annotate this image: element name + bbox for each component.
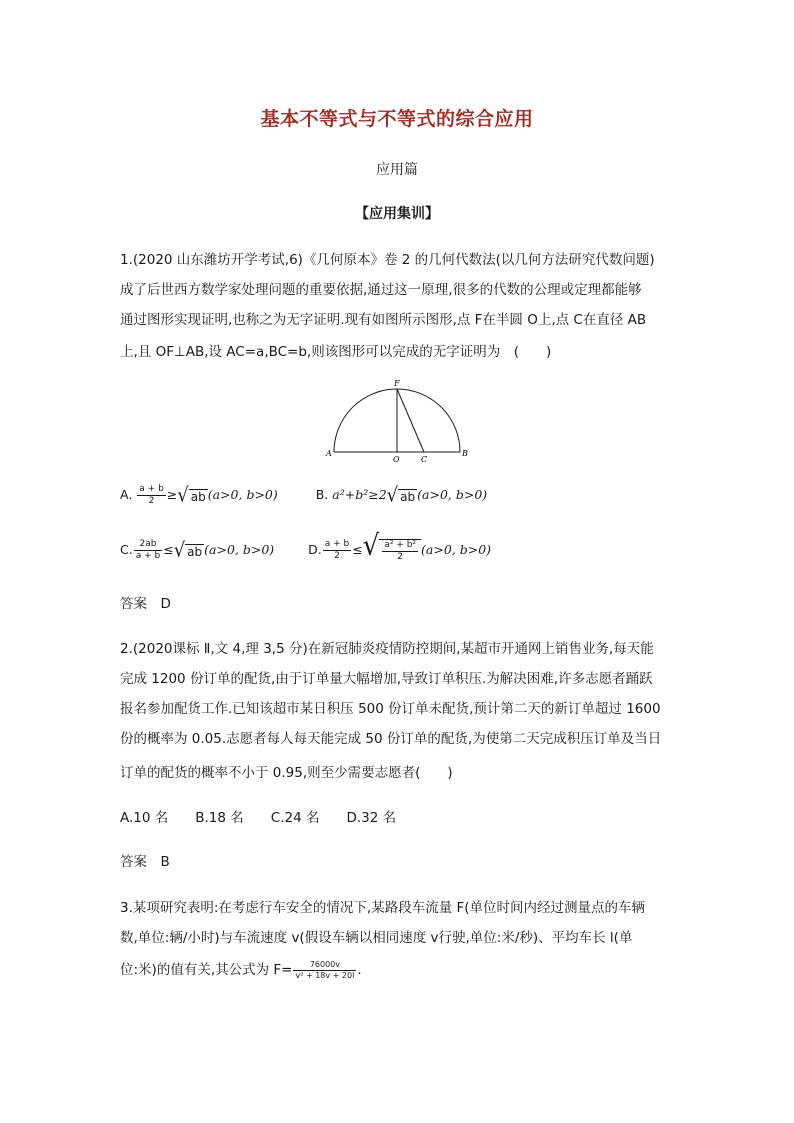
option-c-fraction: $\frac{2ab}{a + b}$ [135, 539, 161, 561]
q2-line-2: 完成 1200 份订单的配货,由于订单量大幅增加,导致订单积压.为解决困难,许多志愿者踊跃 [120, 671, 653, 687]
q2-answer: 答案 B [120, 854, 170, 870]
option-d-sqrt: √ $\frac{\text{a² + b²}}{2}$ [363, 538, 421, 563]
label-a: A [326, 449, 332, 458]
option-c-sqrt: √ ab [173, 538, 203, 562]
q2-line-1: 2.(2020课标 Ⅱ,文 4,理 3,5 分)在新冠肺炎疫情防控期间,某超市开通网上销售业务,每天能 [120, 641, 654, 657]
option-b-expr: a²+b²≥2 [332, 487, 387, 502]
label-f: F [394, 379, 400, 388]
option-c-relation: ≤ [163, 542, 174, 557]
q1-options-cd [120, 529, 492, 563]
option-d-label: D. [308, 542, 322, 557]
q3-formula-fraction: $\frac{76000v}{\text{v² + 18v + 20l}}$ [295, 959, 355, 980]
q3-line-1: 3.某项研究表明:在考虑行车安全的情况下,某路段车流量 F(单位时间内经过测量点的车辆 [120, 900, 646, 916]
q1-line-2: 成了后世西方数学家处理问题的重要依据,通过这一原理,很多的代数的公理或定理都能够 [120, 282, 642, 298]
page-title: 基本不等式与不等式的综合应用 [260, 108, 534, 130]
option-d-relation: ≤ [352, 542, 363, 557]
q2-line-3: 报名参加配货工作.已知该超市某日积压 500 份订单未配货,预计第二天的新订单超过 1600 [120, 701, 661, 717]
option-d-fraction: $\frac{a + b}{2}$ [324, 539, 350, 561]
q1-answer: 答案 D [120, 596, 171, 612]
q3-line-3 [120, 958, 362, 981]
option-d-condition: (a>0, b>0) [421, 542, 492, 557]
option-a-fraction: $\frac{a + b}{2}$ [139, 484, 164, 506]
label-b: B [462, 449, 468, 458]
q3-formula-end: . [357, 962, 362, 978]
q2-options: A.10 名 B.18 名 C.24 名 D.32 名 [120, 810, 397, 826]
q2-line-4: 份的概率为 0.05.志愿者每人每天能完成 50 份订单的配货,为使第二天完成积压订单及当日 [120, 731, 662, 747]
option-a-relation: ≥ [166, 487, 178, 502]
q3-line-2: 数,单位:辆/小时)与车流速度 v(假设车辆以相同速度 v行驶,单位:米/秒)、平均车长 l(单 [120, 930, 633, 946]
q1-line-3: 通过图形实现证明,也称之为无字证明.现有如图所示图形,点 F在半圆 O上,点 C在直径 AB [120, 312, 647, 328]
q1-line-1: 1.(2020 山东潍坊开学考试,6)《几何原本》卷 2 的几何代数法(以几何方法研究代数问题) [120, 252, 655, 268]
option-c-condition: (a>0, b>0) [204, 542, 275, 557]
option-b-sqrt: √ ab [386, 483, 416, 507]
option-c-label: C. [120, 542, 133, 557]
option-b-condition: (a>0, b>0) [417, 487, 488, 502]
q1-line-4: 上,且 OF⊥AB,设 AC=a,BC=b,则该图形可以完成的无字证明为 ( ) [120, 344, 552, 360]
label-o: O [393, 455, 400, 464]
q1-options-ab [120, 484, 487, 507]
segment-fc [397, 389, 424, 452]
option-a-label: A. [120, 487, 133, 502]
label-c: C [421, 455, 428, 464]
q2-line-5: 订单的配货的概率不小于 0.95,则至少需要志愿者( ) [120, 765, 453, 781]
option-a-condition: (a>0, b>0) [207, 487, 278, 502]
option-a-sqrt: √ ab [177, 483, 206, 507]
section-heading: 【应用集训】 [355, 206, 439, 222]
page-subtitle: 应用篇 [376, 162, 418, 178]
q3-line-3-text: 位:米)的值有关,其公式为 F= [120, 962, 293, 978]
option-b-label: B. [315, 487, 329, 502]
semicircle-figure [322, 376, 472, 464]
